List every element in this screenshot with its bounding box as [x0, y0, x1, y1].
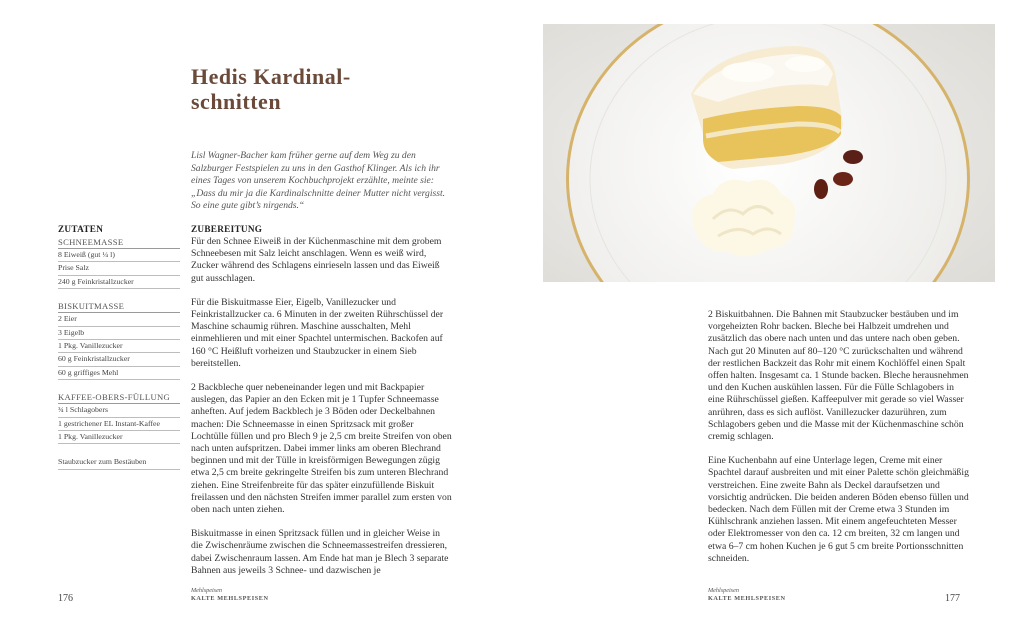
preparation-heading: ZUBEREITUNG: [191, 224, 263, 234]
ingredient-item: 8 Eiweiß (gut ¼ l): [58, 249, 180, 262]
ingredient-item: 1 Pkg. Vanillezucker: [58, 431, 180, 444]
footer-category: Mehlspeisen: [708, 587, 739, 594]
ingredient-item: 60 g Feinkristallzucker: [58, 353, 180, 366]
preparation-paragraph: 2 Biskuitbahnen. Die Bahnen mit Staubzucker bestäuben und im vorgeheizten Rohr backen. Bleche bei Halbzeit umdrehen und zusätzlich das obere nach unten und das untere nach oben geben. Nach gut 20 Minuten auf 80–120 °C zurückschalten und während der restlichen Backzeit das Rohr mit einem Kochlöffel einen Spalt offen halten. Insgesamt ca. 1 Stunde backen. Bleche herausnehmen und den Kuchen auskühlen lassen. Für die Fülle Schlagobers in eine Rührschüssel gießen. Kaffeepulver mit gerade so viel Wasser anrühren, dass es sich auflöst. Vanillezucker dazurühren, zum Schlagobers geben und die Masse mit der Küchenmaschine schön cremig schlagen.: [708, 309, 969, 443]
ingredient-section-title: SCHNEEMASSE: [58, 237, 180, 249]
ingredients-list: [58, 224, 180, 470]
preparation-column-right: [708, 309, 970, 577]
running-footer-right: [708, 587, 786, 602]
preparation-paragraph: Für die Biskuitmasse Eier, Eigelb, Vanillezucker und Feinkristallzucker ca. 6 Minuten in der zweiten Rührschüssel der Maschine schaumig rühren. Maschine ausschalten, Mehl einmehlieren und mit einer Spachtel untermischen. Backofen auf 160 °C Heißluft vorheizen und Staubzucker in einem Sieb bereitstellen.: [191, 296, 444, 369]
ingredient-item: ¾ l Schlagobers: [58, 404, 180, 417]
ingredients-heading: ZUTATEN: [58, 224, 104, 234]
recipe-title: [191, 64, 451, 114]
ingredient-item: 3 Eigelb: [58, 327, 180, 340]
preparation-paragraph: Eine Kuchenbahn auf eine Unterlage legen, Creme mit einer Spachtel darauf ausbreiten und mit einer Palette schön gleichmäßig verstreichen. Eine zweite Bahn als Deckel daraufsetzen und vorsichtig andrücken. Die beiden anderen Böden ebenso füllen und bedecken. Nach dem Füllen mit der Creme etwa 3 Stunden im Kühlschrank anziehen lassen. Mit einem angefeuchteten Messer oder Elektromesser von den ca. 12 cm breiten, 32 cm langen und etwa 6–7 cm hohen Kuchen je 6 gut 5 cm breite Portionsschnitten schneiden.: [708, 455, 969, 564]
preparation-paragraph: Biskuitmasse in einen Spritzsack füllen und in gleicher Weise in die Zwischenräume zwischen die Schneemassestreifen dressieren, dabei Zwischenraum lassen. Am Ende hat man je Blech 3 separate Bahnen aus jeweils 3 Schnee- und dazwischen je: [191, 528, 449, 576]
recipe-intro: Lisl Wagner-Bacher kam früher gerne auf dem Weg zu den Salzburger Festspielen zu uns in den Gasthof Klinger. Als ich ihr eines Tages von unserem Kochbuchprojekt erzählte, meinte sie: „Dass du mir ja die Kardinalschnitte deiner Mutter nicht vergisst. So eine gute gibt’s nirgends.“: [191, 150, 446, 212]
ingredient-item: 1 Pkg. Vanillezucker: [58, 340, 180, 353]
ingredient-section-title: KAFFEE-OBERS-FÜLLUNG: [58, 392, 180, 404]
ingredient-section-title: BISKUITMASSE: [58, 301, 180, 313]
ingredient-item: Prise Salz: [58, 262, 180, 275]
preparation-column-left: [191, 236, 453, 589]
dessert-photo: [543, 24, 995, 282]
ingredient-item: 240 g Feinkristallzucker: [58, 276, 180, 289]
recipe-title-line-2: schnitten: [191, 89, 282, 114]
page-number-left: 176: [58, 593, 73, 604]
footer-category: Mehlspeisen: [191, 587, 222, 594]
running-footer-left: [191, 587, 269, 602]
page-number-right: 177: [945, 593, 960, 604]
ingredient-item: 2 Eier: [58, 313, 180, 326]
dessert-photo-illustration: [543, 24, 995, 282]
footer-section: KALTE MEHLSPEISEN: [708, 595, 786, 602]
footer-section: KALTE MEHLSPEISEN: [191, 595, 269, 602]
preparation-paragraph: Für den Schnee Eiweiß in der Küchenmaschine mit dem grobem Schneebesen mit Salz leicht anschlagen. Wenn es weiß wird, Zucker während des Schlagens einrieseln lassen und das Eiweiß gut ausschlagen.: [191, 236, 442, 284]
ingredient-item: 1 gestrichener EL Instant-Kaffee: [58, 418, 180, 431]
ingredient-item: 60 g griffiges Mehl: [58, 367, 180, 380]
recipe-title-line-1: Hedis Kardinal-: [191, 64, 351, 89]
ingredient-item: Staubzucker zum Bestäuben: [58, 456, 180, 469]
preparation-paragraph: 2 Backbleche quer nebeneinander legen und mit Backpapier auslegen, das Papier an den Ecken mit je 1 Tupfer Schneemasse anheften. Auf jedem Backblech je 3 Böden oder Deckelbahnen machen: Die Schneemasse in einen Spritzsack mit großer Lochtülle füllen und pro Blech 9 je 2,5 cm breite Streifen von oben nach unten aufspritzen. Dabei immer links am oberen Blechrand beginnen und mit der Tülle in kreisförmigen Bewegungen zügig etwa 2,5 cm breite gekringelte Streifen bis zum unteren Blechrand ziehen. Eine Streifenbreite für das später einzufüllende Biskuit freilassen und den nächsten Streifen immer parallel zum ersten von oben nach unten ziehen.: [191, 382, 452, 516]
